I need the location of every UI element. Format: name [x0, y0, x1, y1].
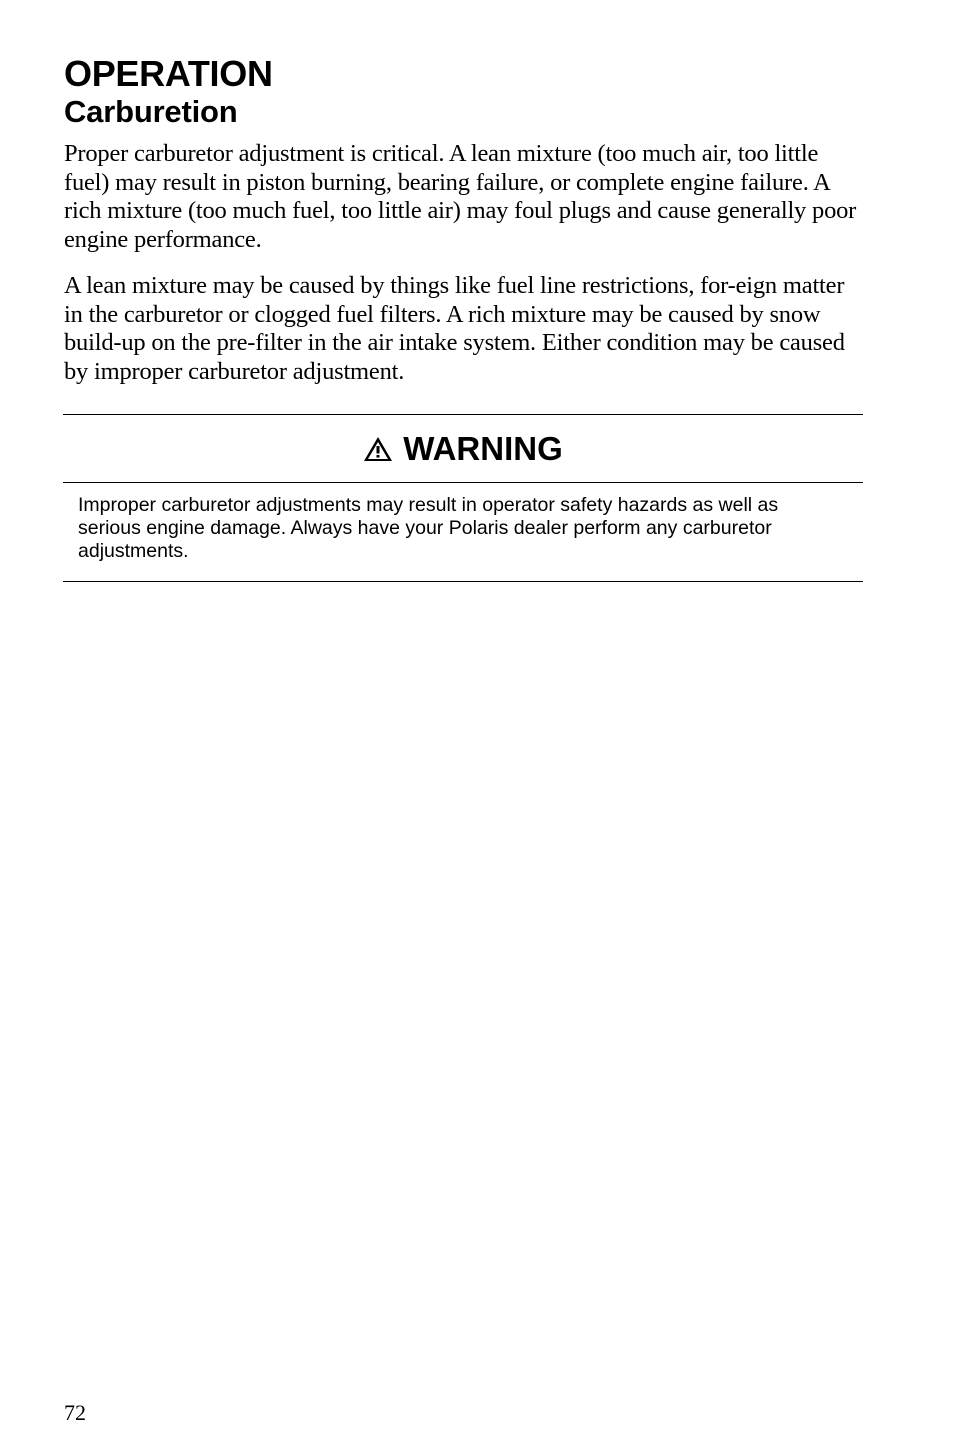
warning-triangle-icon [363, 436, 393, 462]
section-title: OPERATION [64, 53, 273, 94]
warning-box [63, 414, 863, 582]
warning-header [63, 415, 863, 483]
body-paragraph-1: Proper carburetor adjustment is critical. A lean mixture (too much air, too little fuel) may result in piston burning, bearing failure, or complete engine failure. A rich mixture (too much fuel, too little air) may foul plugs and cause generally poor engine performance. [64, 140, 857, 253]
body-paragraph-2: A lean mixture may be caused by things like fuel line restrictions, for-eign matter in the carburetor or clogged fuel filters. A rich mixture may be caused by snow build-up on the pre-filter in the air intake system. Either condition may be caused by improper carburetor adjustment. [64, 272, 845, 385]
warning-text: Improper carburetor adjustments may result in operator safety hazards as well as serious engine damage. Always have your Polaris dealer perform any carburetor adjustments. [78, 494, 779, 562]
subsection-title: Carburetion [64, 94, 238, 129]
warning-title: WARNING [403, 429, 563, 467]
page-number: 72 [64, 1400, 86, 1425]
page-content [64, 54, 864, 404]
